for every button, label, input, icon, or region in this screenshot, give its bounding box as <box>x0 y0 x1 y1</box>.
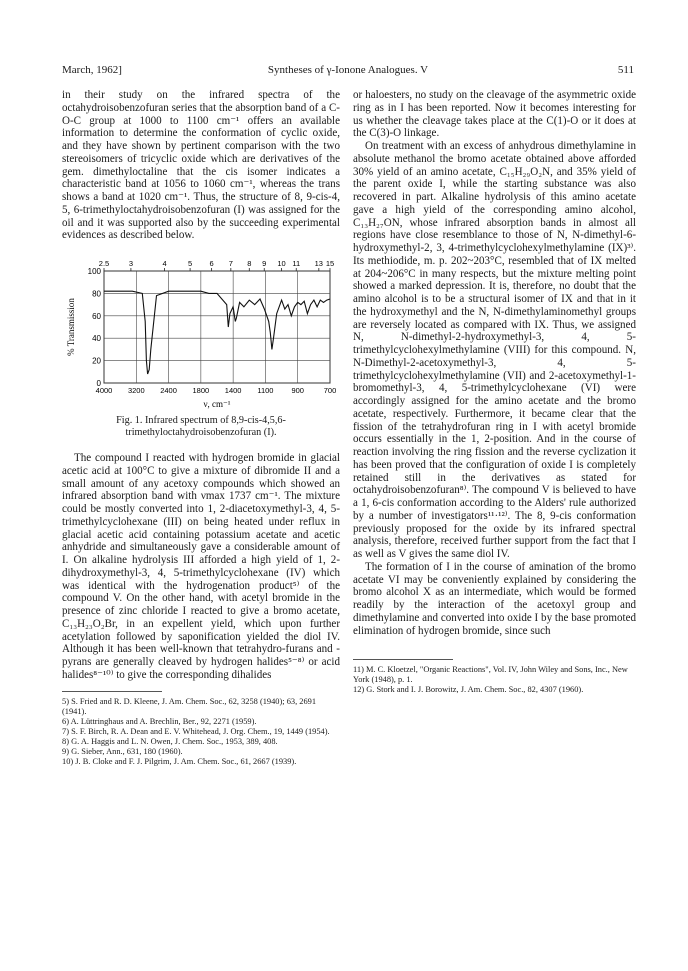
top-tick-label: 2.5 <box>98 259 110 268</box>
x-tick-label: 3200 <box>127 386 145 395</box>
page-number: 511 <box>617 64 634 76</box>
footnote: 6) A. Lüttringhaus and A. Brechlin, Ber., 92, 2271 (1959). <box>62 716 257 726</box>
top-tick-label: 5 <box>188 259 193 268</box>
header-date: March, 1962] <box>62 64 122 76</box>
header-title: Syntheses of γ-Ionone Analogues. V <box>267 64 429 76</box>
spectrum-trace <box>104 291 330 374</box>
footnote: 7) S. F. Birch, R. A. Dean and E. V. Whitehead, J. Org. Chem., 19, 1449 (1954). <box>62 726 330 736</box>
top-tick-label: 7 <box>228 259 233 268</box>
right-paragraph: or haloesters, no study on the cleavage of the asymmetric oxide ring as in I has been reported. Now it becomes interesting for us whether the cleavage takes place at the C(1)-O or it does at the C(3)-O linkage. <box>353 89 636 140</box>
y-tick-label: 40 <box>92 334 101 344</box>
footnote: 11) M. C. Kloetzel, "Organic Reactions", Vol. IV, John Wiley and Sons, Inc., New York (1948), p. 1. <box>353 665 628 685</box>
y-tick-label: 60 <box>92 311 101 321</box>
y-tick-label: 80 <box>92 289 101 299</box>
top-tick-label: 15 <box>325 259 335 268</box>
right-paragraph: The formation of I in the course of amination of the bromo acetate VI may be conveniently explained by considering the bromo alcohol X as an intermediate, which would be formed readily by the interaction of the acetoxyl group and dimethylamine and converted into oxide I by the base promoted elimination of hydrogen bromide, since such <box>353 560 636 637</box>
top-tick-label: 6 <box>209 259 214 268</box>
footnote: 10) J. B. Cloke and F. J. Pilgrim, J. Am. Chem. Soc., 61, 2667 (1939). <box>62 756 297 766</box>
left-column <box>62 89 340 767</box>
x-tick-label: 1100 <box>257 386 274 395</box>
top-tick-label: 13 <box>314 259 323 268</box>
right-footnotes <box>353 665 636 695</box>
top-tick-label: 8 <box>247 259 252 268</box>
footnote-rule <box>62 691 162 692</box>
right-column <box>353 89 636 695</box>
right-paragraph: On treatment with an excess of anhydrous dimethylamine in absolute methanol the bromo acetate obtained above afforded 30% yield of an amino acetate, C₁₅H₂₉O₂N, and 35% yield of the parent oxide I, while the starting substance was also recovered in part. Alkaline hydrolysis of this amino acetate gave a high yield of the corresponding amino alcohol, C₁₃H₂₇ON, whose infrared absorption bands in almost all regions have close resemblance to those of N, N-dimethyl-6-hydroxymethyl-2, 3, 4-trimethylcyclohexylmethylamine (IX)³⁾. Its methiodide, m. p. 202~203°C, resembled that of IX melted at 204~206°C in many respects, but the mixture melting point showed a marked depression. It is, therefore, no doubt that the amino alcohol is to be a structural isomer of IX and that in it the hydroxymethyl and the N, N-dimethylaminomethyl groups are reversely located as compared with IX. Thus, we assigned N, N-dimethyl-2-hydroxymethyl-3, 4, 5-trimethylcyclohexylmethylamine (VIII) for this compound. N, N-Dimethyl-2-acetoxymethyl-3, 4, 5-trimethylcyclohexylmethylamine (VII) and 2-acetoxymethyl-1-bromomethyl-3, 4, 5-trimethylcyclohexane (VI) were accordingly assigned for the amino acetate and the bromo acetate, respectively. Furthermore, it became clear that the fission of the tetrahydrofuran ring in I with acetyl bromide occurs essentially in the 1, 2-position. And in the course of reaction involving the ring fission and the reverse cyclization it has been proved that the configuration of oxide I is completely retained still in the derivatives as stated for octahydroisobenzofuran⁸⁾. The compound V is believed to have a 1, 6-cis conformation according to the Alders' rule authorized by a number of investigators¹¹·¹²⁾. The 8, 9-cis conformation previously proposed for the oxide by its infrared spectral analysis, therefore, received further support from the fact that I as well as V gives the same diol IV. <box>353 140 636 560</box>
footnote: 9) G. Sieber, Ann., 631, 180 (1960). <box>62 746 183 756</box>
top-tick-label: 4 <box>162 259 167 268</box>
top-tick-label: 11 <box>292 259 301 268</box>
x-axis-label: ν, cm⁻¹ <box>203 399 231 409</box>
figure-caption-line1: Fig. 1. Infrared spectrum of 8,9-cis-4,5,6- <box>116 415 286 426</box>
running-header <box>62 64 634 80</box>
y-tick-label: 100 <box>87 267 101 276</box>
x-tick-label: 2400 <box>160 386 177 395</box>
left-paragraph: The compound I reacted with hydrogen bromide in glacial acetic acid at 100°C to give a mixture of dibromide II and a small amount of any acetoxy compounds which showed an infrared absorption band with νmax 1737 cm⁻¹. The mixture could be mostly converted into 1, 2-diacetoxymethyl-3, 4, 5-trimethylcyclohexane (III) on being heated under reflux in glacial acetic acid containing potassium acetate and acetic anhydride and simultaneously gave a considerable amount of I. On alkaline hydrolysis III afforded a high yield of 1, 2-dihydroxymethyl-3, 4, 5-trimethylcyclohexane (IV) which was identical with the hydrogenation product⁵⁾ of the compound V. On the other hand, with acetyl bromide in the presence of zinc chloride I reacted to give a bromo acetate, C₁₃H₂₃O₂Br, in an expellent yield, which upon further acetylation followed by saponification yielded the diol IV. Although it has been well-known that tetrahydro-furans and -pyrans are generally cleaved by hydrogen halides⁵⁻⁸⁾ or acid halides⁸⁻¹⁰⁾ to give the corresponding dihalides <box>62 452 340 681</box>
ir-spectrum-figure <box>62 255 340 415</box>
y-tick-label: 0 <box>96 379 101 388</box>
left-paragraph: in their study on the infrared spectra of the octahydroisobenzofuran series that the absorption band of a C-O-C group at 1000 to 1100 cm⁻¹ offers an available information to determine the conformation of cyclic oxide, and they have shown by pertinent comparison with the two stereoisomers of tricyclic oxide which are derivatives of the gem. dimethyloctaline that the cis isomer indicates a characteristic band at 1056 to 1060 cm⁻¹, whereas the trans shows a band at 1020 cm⁻¹. Thus, the structure of 8, 9-cis-4, 5, 6-trimethyloctahydroisobenzofuran (I) was assigned for the oil and it was supported also by the succeeding experimental evidences as described below. <box>62 89 340 242</box>
y-tick-label: 20 <box>92 356 101 366</box>
x-tick-label: 4000 <box>95 386 113 395</box>
footnote: 8) G. A. Haggis and L. N. Owen, J. Chem. Soc., 1953, 389, 408. <box>62 736 278 746</box>
y-axis-label: % Transmission <box>66 298 76 356</box>
x-tick-label: 700 <box>323 386 337 395</box>
figure-caption-line2: trimethyloctahydroisobenzofuran (I). <box>125 427 277 438</box>
x-tick-label: 900 <box>291 386 304 395</box>
figure-caption <box>62 415 340 439</box>
footnote-rule <box>353 659 453 660</box>
footnote: 12) G. Stork and I. J. Borowitz, J. Am. Chem. Soc., 82, 4307 (1960). <box>353 685 584 695</box>
top-tick-label: 9 <box>262 259 267 268</box>
footnote: 5) S. Fried and R. D. Kleene, J. Am. Chem. Soc., 62, 3258 (1940); 63, 2691 (1941). <box>62 696 317 716</box>
top-tick-label: 10 <box>277 259 286 268</box>
x-tick-label: 1400 <box>224 386 242 395</box>
top-tick-label: 3 <box>128 259 133 268</box>
ir-spectrum-chart <box>62 255 340 415</box>
left-footnotes <box>62 697 340 767</box>
plot-frame <box>104 271 330 383</box>
x-tick-label: 1800 <box>192 386 210 395</box>
